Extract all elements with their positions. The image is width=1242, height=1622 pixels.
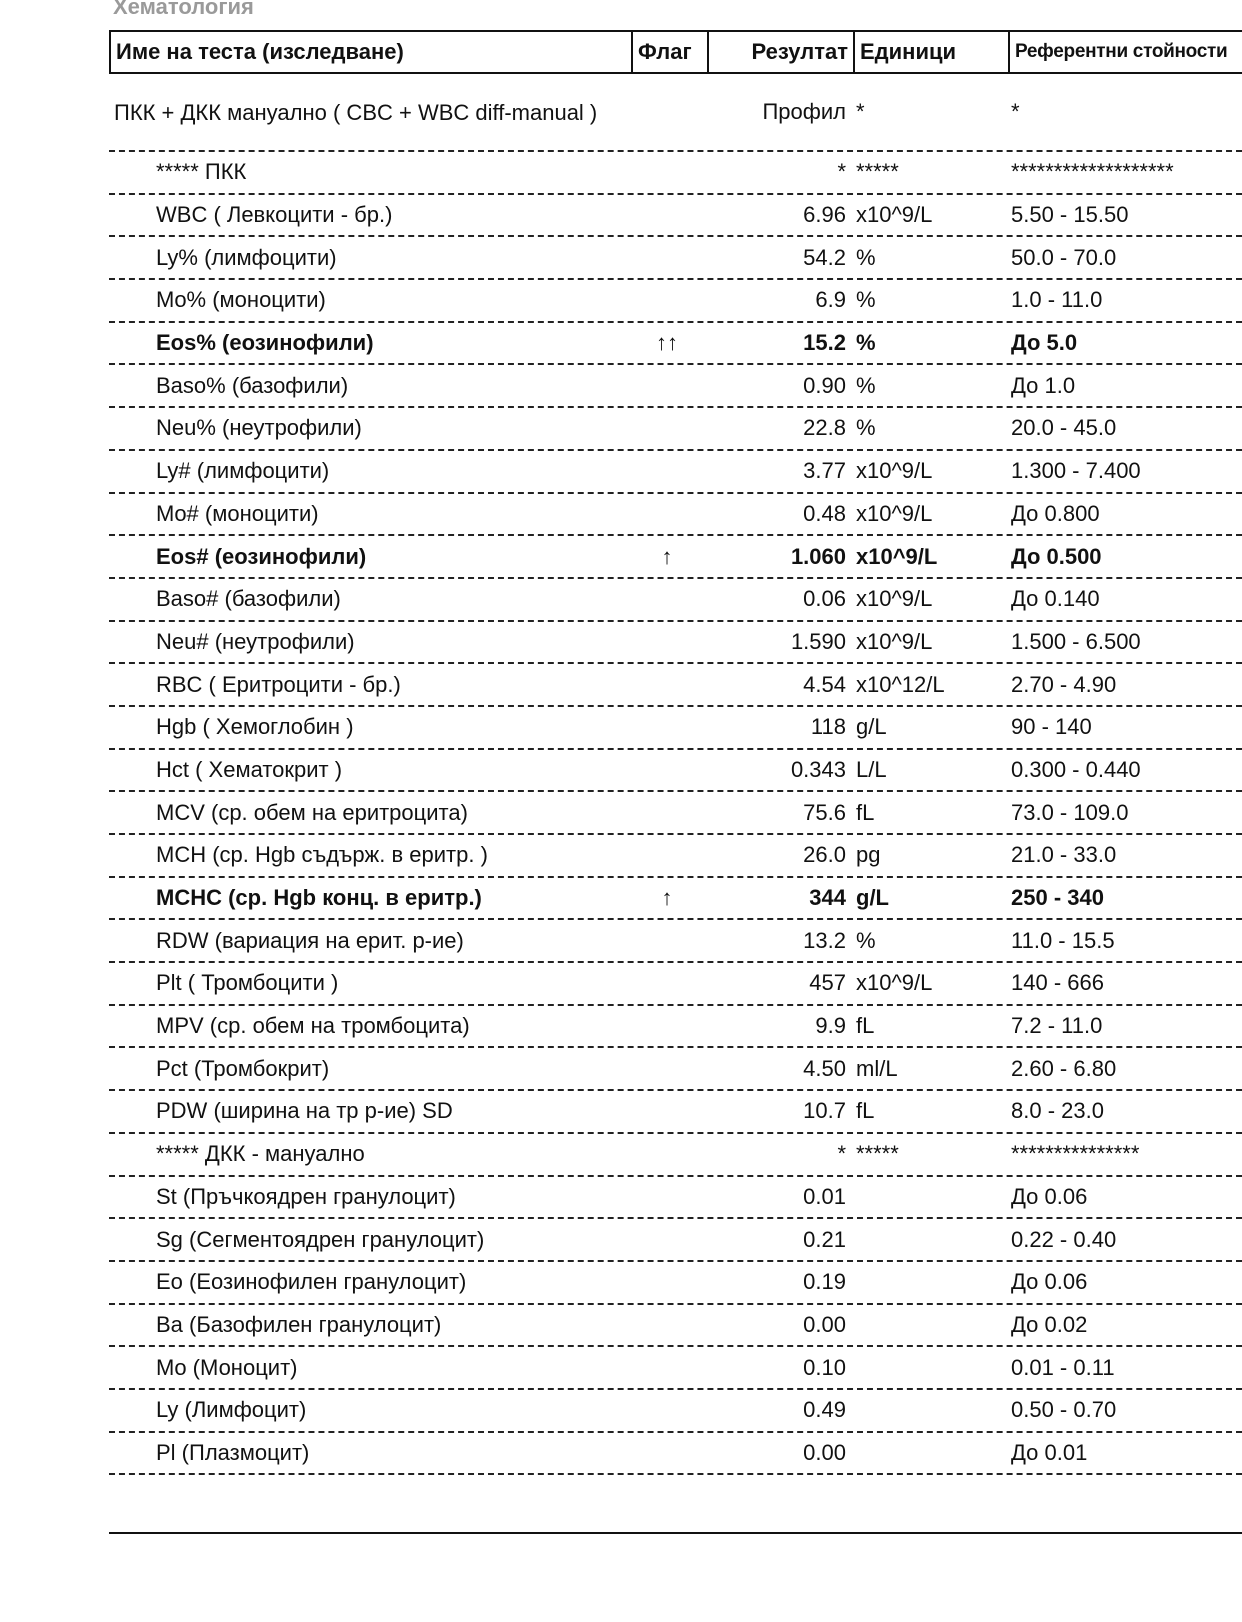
- units: %: [856, 244, 876, 270]
- test-name: St (Пръчкоядрен гранулоцит): [156, 1183, 456, 1209]
- table-body: [109, 152, 1242, 1475]
- units: x10^9/L: [856, 970, 933, 996]
- test-name: MCH (ср. Hgb съдърж. в еритр. ): [156, 842, 488, 868]
- table-row: [109, 152, 1242, 195]
- reference-range: 0.22 - 0.40: [1011, 1226, 1117, 1252]
- test-name: Eos% (еозинофили): [156, 330, 374, 356]
- units: x10^9/L: [856, 543, 938, 569]
- table-row: [109, 664, 1242, 707]
- test-name: RBC ( Еритроцити - бр.): [156, 671, 401, 697]
- result: 0.49: [803, 1397, 846, 1423]
- profile-ref: *: [1011, 99, 1020, 124]
- result: 1.060: [790, 543, 846, 569]
- test-name: Eos# (еозинофили): [156, 543, 367, 569]
- result: 0.48: [803, 500, 846, 526]
- test-name: Ly% (лимфоцити): [156, 244, 337, 270]
- table-row: [109, 1219, 1242, 1262]
- result: 10.7: [803, 1098, 846, 1124]
- bottom-divider: [109, 1532, 1242, 1534]
- test-name: MCV (ср. обем на еритроцита): [156, 799, 468, 825]
- result: 0.00: [803, 1439, 846, 1465]
- units: g/L: [856, 885, 889, 911]
- test-name: Hct ( Хематокрит ): [156, 756, 343, 782]
- reference-range: До 0.02: [1011, 1311, 1088, 1337]
- reference-range: 0.50 - 0.70: [1011, 1397, 1117, 1423]
- units: x10^9/L: [856, 202, 933, 228]
- reference-range: 11.0 - 15.5: [1011, 927, 1115, 953]
- result: 54.2: [803, 244, 846, 270]
- test-name: PDW (ширина на тр р-ие) SD: [156, 1098, 453, 1124]
- units: %: [856, 330, 876, 356]
- test-name: Mo (Моноцит): [156, 1354, 298, 1380]
- result: 0.343: [790, 756, 846, 782]
- test-name: ***** ДКК - мануално: [156, 1141, 365, 1167]
- test-name: Neu# (неутрофили): [156, 628, 355, 654]
- test-name: Eo (Еозинофилен гранулоцит): [156, 1269, 467, 1295]
- test-name: Mo% (моноцити): [156, 287, 326, 313]
- units: pg: [856, 842, 881, 868]
- result: *: [837, 159, 846, 185]
- reference-range: 20.0 - 45.0: [1011, 415, 1117, 441]
- result: 0.06: [803, 586, 846, 612]
- flag: ↑: [661, 885, 673, 911]
- table-row: [109, 920, 1242, 963]
- table-row: [109, 1177, 1242, 1220]
- result: 13.2: [803, 927, 846, 953]
- reference-range: До 0.01: [1011, 1439, 1088, 1465]
- reference-range: До 0.06: [1011, 1183, 1088, 1209]
- table-row: [109, 792, 1242, 835]
- header-name: Име на теста (изследване): [116, 39, 404, 64]
- result: 22.8: [803, 415, 846, 441]
- header-ref: Референтни стойности: [1008, 32, 1242, 72]
- flag: ↑↑: [656, 330, 678, 356]
- result: 0.00: [803, 1311, 846, 1337]
- table-row: [109, 1433, 1242, 1476]
- reference-range: 1.500 - 6.500: [1011, 628, 1141, 654]
- reference-range: 140 - 666: [1011, 970, 1104, 996]
- result: 0.19: [803, 1269, 846, 1295]
- units: ml/L: [856, 1055, 898, 1081]
- table-row: [109, 835, 1242, 878]
- test-name: Pl (Плазмоцит): [156, 1439, 310, 1465]
- units: %: [856, 415, 876, 441]
- result: 4.50: [803, 1055, 846, 1081]
- reference-range: До 0.800: [1011, 500, 1100, 526]
- units: fL: [856, 1098, 875, 1124]
- reference-range: 7.2 - 11.0: [1011, 1013, 1103, 1039]
- table-row: [109, 1048, 1242, 1091]
- table-row: [109, 1390, 1242, 1433]
- reference-range: До 5.0: [1011, 330, 1078, 356]
- result: 75.6: [803, 799, 846, 825]
- table-row: [109, 622, 1242, 665]
- reference-range: 0.300 - 0.440: [1011, 756, 1141, 782]
- units: x10^9/L: [856, 586, 933, 612]
- header-flag: Флаг: [631, 32, 707, 72]
- table-row: [109, 536, 1242, 579]
- table-row: [109, 237, 1242, 280]
- table-row: [109, 1091, 1242, 1134]
- units: %: [856, 287, 876, 313]
- table-row: [109, 750, 1242, 793]
- units: %: [856, 372, 876, 398]
- test-name: Baso# (базофили): [156, 586, 341, 612]
- reference-range: 5.50 - 15.50: [1011, 202, 1129, 228]
- profile-name: ПКК + ДКК мануално ( CBC + WBC diff-manual ): [114, 99, 598, 125]
- table-row: [109, 707, 1242, 750]
- table-row: [109, 365, 1242, 408]
- table-row: [109, 280, 1242, 323]
- units: fL: [856, 799, 875, 825]
- table-row: [109, 878, 1242, 921]
- table-row: [109, 1006, 1242, 1049]
- reference-range: *******************: [1011, 159, 1174, 185]
- reference-range: 1.300 - 7.400: [1011, 458, 1141, 484]
- reference-range: 0.01 - 0.11: [1011, 1354, 1115, 1380]
- reference-range: ***************: [1011, 1141, 1140, 1167]
- table-row: [109, 195, 1242, 238]
- test-name: Pct (Тромбокрит): [156, 1055, 330, 1081]
- units: x10^9/L: [856, 628, 933, 654]
- test-name: Baso% (базофили): [156, 372, 349, 398]
- test-name: RDW (вариация на ерит. р-ие): [156, 927, 464, 953]
- units: L/L: [856, 756, 887, 782]
- test-name: Mo# (моноцити): [156, 500, 319, 526]
- table-header: [109, 30, 1242, 74]
- test-name: WBC ( Левкоцити - бр.): [156, 202, 393, 228]
- reference-range: До 0.06: [1011, 1269, 1088, 1295]
- flag: ↑: [661, 543, 673, 569]
- result: 1.590: [790, 628, 846, 654]
- header-result: Резултат: [707, 32, 853, 72]
- section-title: Хематология: [113, 0, 254, 19]
- units: fL: [856, 1013, 875, 1039]
- test-name: MPV (ср. обем на тромбоцита): [156, 1013, 470, 1039]
- reference-range: 21.0 - 33.0: [1011, 842, 1117, 868]
- result: 0.90: [803, 372, 846, 398]
- test-name: ***** ПКК: [156, 159, 247, 185]
- units: g/L: [856, 714, 887, 740]
- test-name: Plt ( Тромбоцити ): [156, 970, 339, 996]
- table-row: [109, 451, 1242, 494]
- result: 6.9: [815, 287, 846, 313]
- results-table: [109, 30, 1242, 1475]
- result: 4.54: [803, 671, 846, 697]
- profile-row: [109, 74, 1242, 152]
- test-name: Sg (Сегментоядрен гранулоцит): [156, 1226, 485, 1252]
- reference-range: 90 - 140: [1011, 714, 1092, 740]
- test-name: Hgb ( Хемоглобин ): [156, 714, 354, 740]
- units: *****: [856, 1141, 899, 1167]
- result: 3.77: [803, 458, 846, 484]
- table-row: [109, 1305, 1242, 1348]
- result: 118: [810, 714, 846, 740]
- test-name: Ba (Базофилен гранулоцит): [156, 1311, 442, 1337]
- reference-range: До 1.0: [1011, 372, 1076, 398]
- reference-range: 250 - 340: [1011, 885, 1104, 911]
- reference-range: 8.0 - 23.0: [1011, 1098, 1104, 1124]
- units: x10^9/L: [856, 500, 933, 526]
- units: *****: [856, 159, 899, 185]
- header-units: Единици: [853, 32, 1008, 72]
- reference-range: 73.0 - 109.0: [1011, 799, 1129, 825]
- result: 9.9: [815, 1013, 846, 1039]
- test-name: MCHC (ср. Hgb конц. в еритр.): [156, 885, 482, 911]
- table-row: [109, 963, 1242, 1006]
- result: *: [837, 1141, 846, 1167]
- result: 0.01: [803, 1183, 846, 1209]
- table-row: [109, 494, 1242, 537]
- result: 0.21: [803, 1226, 846, 1252]
- result: 15.2: [803, 330, 846, 356]
- profile-units: *: [856, 99, 865, 124]
- result: 0.10: [803, 1354, 846, 1380]
- reference-range: 2.60 - 6.80: [1011, 1055, 1117, 1081]
- reference-range: 1.0 - 11.0: [1011, 287, 1103, 313]
- reference-range: До 0.500: [1011, 543, 1102, 569]
- result: 26.0: [803, 842, 846, 868]
- test-name: Ly (Лимфоцит): [156, 1397, 307, 1423]
- test-name: Ly# (лимфоцити): [156, 458, 330, 484]
- table-row: [109, 1262, 1242, 1305]
- units: %: [856, 927, 876, 953]
- table-row: [109, 1134, 1242, 1177]
- profile-result: Профил: [762, 99, 846, 124]
- reference-range: 2.70 - 4.90: [1011, 671, 1117, 697]
- reference-range: До 0.140: [1011, 586, 1100, 612]
- table-row: [109, 1347, 1242, 1390]
- result: 457: [809, 970, 846, 996]
- result: 6.96: [803, 202, 846, 228]
- test-name: Neu% (неутрофили): [156, 415, 362, 441]
- reference-range: 50.0 - 70.0: [1011, 244, 1117, 270]
- units: x10^9/L: [856, 458, 933, 484]
- table-row: [109, 323, 1242, 366]
- table-row: [109, 408, 1242, 451]
- result: 344: [809, 885, 846, 911]
- units: x10^12/L: [856, 671, 945, 697]
- table-row: [109, 579, 1242, 622]
